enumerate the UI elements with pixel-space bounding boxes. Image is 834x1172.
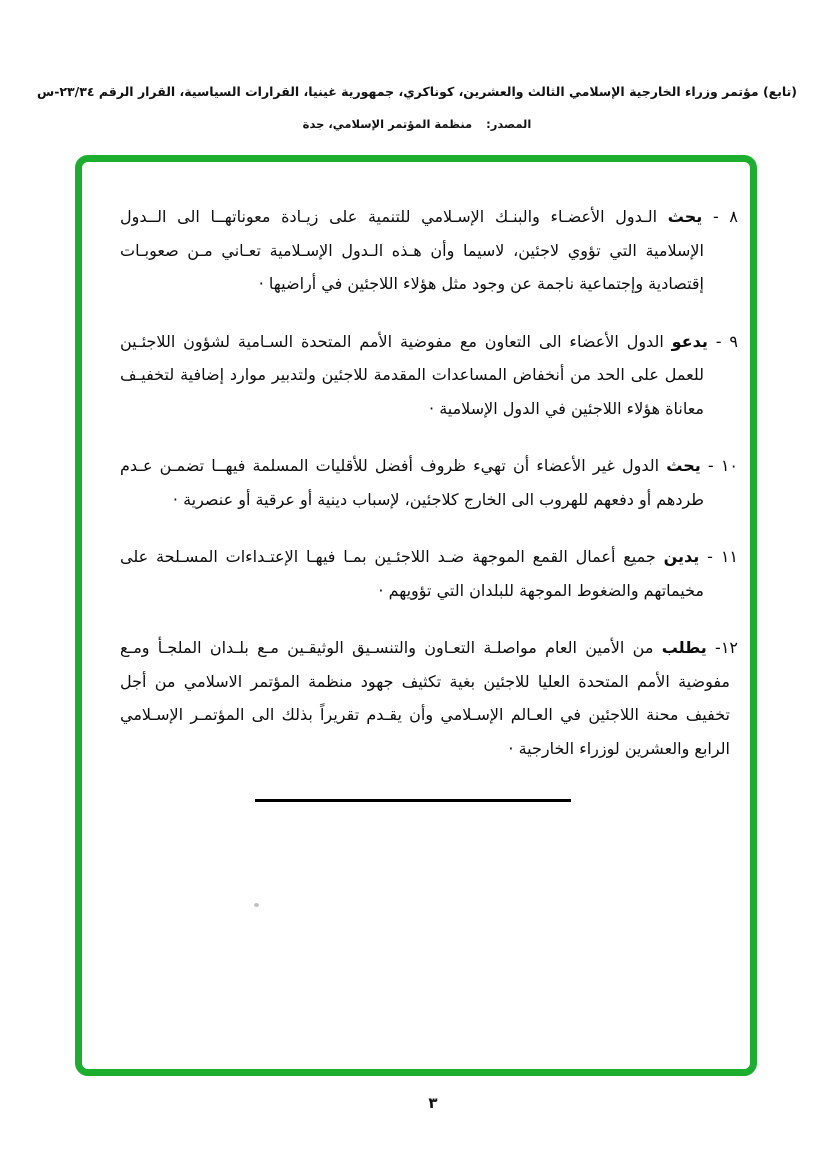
paragraph-line: طردهم أو دفعهم للهروب الى الخارج كلاجئين، لإسباب دينية أو عرقية أو عنصرية · [172,489,704,509]
paragraph-line: للعمل على الحد من أنخفاض المساعدات المقدمة للاجئين ولتدبير موارد إضافية لتخفيـف [120,365,704,384]
paragraph-line: مخيماتهم والضغوط الموجهة للبلدان التي تؤويهم · [378,580,704,600]
paragraph-number: ٩ - [715,331,739,351]
paragraph-line: ١١ - يدين جميع أعمال القمع الموجهة ضـد اللاجئـين بمـا فيهـا الإعتـداءات المسـلحة على [120,547,738,566]
paragraph-line: الرابع والعشرين لوزراء الخارجية · [508,738,730,758]
paragraph-line: مفوضية الأمم المتحدة العليا للاجئين بغية تكثيف جهود منظمة المؤتمر الاسلامي من أجل [120,671,730,691]
paragraph-line: إقتصادية وإجتماعية ناجمة عن وجود مثل هؤلاء اللاجئين في أراضيها · [258,274,704,293]
paragraph-lead-verb: يطلب [661,638,707,657]
paragraph-line: ٩ - يدعو الدول الأعضاء الى التعاون مع مفوضية الأمم المتحدة السـامية لشؤون اللاجئـين [120,331,739,351]
paragraph-line: تخفيف محنة اللاجئين في العـالم الإسـلامي وأن يقـدم تقريراً بذلك الى المؤتمـر الإسـلامي [120,705,730,724]
page-number: ٣ [428,1094,438,1112]
paragraph-line: ١٠ - يحث الدول غير الأعضاء أن تهيء ظروف أفضل للأقليات المسلمة فيهــا تضمـن عـدم [120,456,739,475]
paragraph-lead-verb: يدين [663,547,700,566]
paragraph-line: الإسلامية التي تؤوي لاجئين، لاسيما وأن هـذه الـدول الإسـلامية تعـاني مـن صعوبـات [120,240,704,260]
resolution-paragraph [120,200,738,301]
source-label: المصدر: [486,117,532,131]
ink-speck [254,903,259,907]
paragraph-number: ٨ - [712,207,738,226]
header-source [0,117,834,131]
paragraph-line: معاناة هؤلاء اللاجئين في الدول الإسلامية · [429,398,704,418]
horizontal-rule [255,799,571,802]
resolution-paragraph [120,540,738,607]
resolution-paragraph [120,325,738,426]
paragraph-lead-verb: يحث [666,456,701,475]
source-value: منظمة المؤتمر الإسلامي، جدة [302,117,473,131]
paragraph-number: ١١ - [707,547,738,566]
header-title: (تابع) مؤتمر وزراء الخارجية الإسلامي الثالث والعشرين، كوناكري، جمهورية غينيا، القرارات السياسية، القرار الرقم ٢٣/٣٤-س [36,84,798,99]
paragraph-line: ٨ - يحث الـدول الأعضـاء والبنـك الإسـلامي للتنمية على زيـادة معوناتهــا الى الــدول [120,207,738,226]
paragraph-number: ١٢- [715,638,738,657]
resolution-paragraph [120,449,738,516]
paragraph-line: ١٢- يطلب من الأمين العام مواصلـة التعـاون والتنسـيق الوثيقـين مـع بلـدان الملجـأ ومـع [120,638,738,657]
paragraph-lead-verb: يدعو [671,331,708,351]
resolution-paragraph [120,631,738,765]
paragraph-lead-verb: يحث [667,207,703,226]
paragraph-number: ١٠ - [707,456,739,475]
document-body [120,200,738,789]
